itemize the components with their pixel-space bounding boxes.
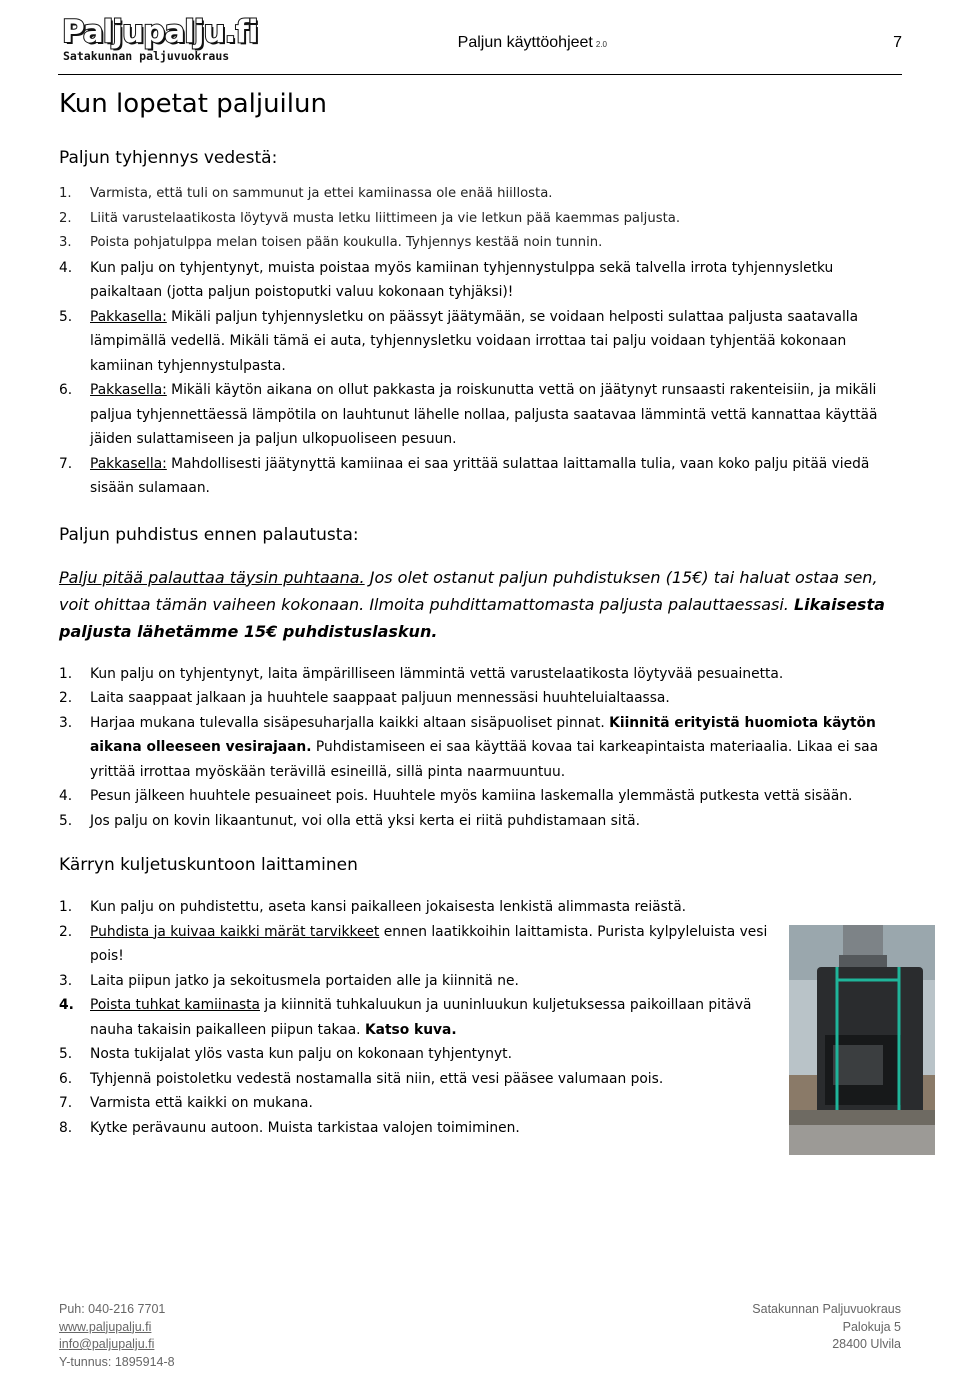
item-text: Jos palju on kovin likaantunut, voi olla että yksi kerta ei riitä puhdistamaan sitä. [90, 812, 640, 829]
page-header [58, 12, 902, 75]
item-number: 1. [59, 665, 73, 682]
item-text-cont: Puhdistamiseen ei saa käyttää kovaa tai karkeapintaista materiaalia. Likaa ei saa yrittää irrottaa myöskään terävillä esineillä, sillä pinta naarmuuntuu. [90, 739, 879, 780]
list-item [59, 378, 905, 452]
drain-steps-list [59, 182, 905, 256]
page-content [59, 88, 905, 1140]
item-number: 2. [59, 690, 73, 706]
item-text: Liitä varustelaatikosta löytyvä musta letku liittimeen ja vie letkun pää kaemmas paljusta. [90, 210, 681, 226]
item-number: 3. [59, 714, 73, 731]
item-text: Tyhjennä poistoletku vedestä nostamalla sitä niin, että vesi pääsee valumaan pois. [90, 1070, 664, 1087]
list-item [59, 1116, 905, 1141]
list-item [59, 1067, 905, 1092]
item-number: 5. [59, 1046, 73, 1062]
cleaning-intro [59, 564, 905, 645]
item-text: Laita piipun jatko ja sekoitusmela portaiden alle ja kiinnitä ne. [90, 972, 519, 989]
transport-steps-list [59, 895, 905, 1140]
item-text: ennen laatikkoihin laittamista. Purista kylpyleluista vesi pois! [90, 923, 768, 964]
cleaning-steps-list [59, 662, 905, 834]
document-title [458, 34, 607, 52]
footer-email-link[interactable]: info@paljupalju.fi [59, 1337, 155, 1351]
footer-business-id: Y-tunnus: 1895914-8 [59, 1354, 175, 1369]
footer-address [752, 1301, 901, 1354]
list-item [59, 969, 905, 994]
list-item [59, 1091, 905, 1116]
item-number: 1. [59, 899, 73, 915]
list-item [59, 993, 780, 1042]
item-label: Pakkasella: [90, 308, 167, 325]
item-number: 5. [59, 308, 73, 325]
section-heading-cleaning: Paljun puhdistus ennen palautusta: [59, 524, 359, 545]
section-heading-transport: Kärryn kuljetuskuntoon laittaminen [59, 855, 358, 875]
item-number: 3. [59, 235, 72, 250]
list-item [59, 207, 905, 232]
list-item [59, 686, 905, 711]
intro-text: Jos olet ostanut paljun puhdistuksen (15€) tai haluat ostaa sen, voit ohittaa tämän vaiheen kokonaan. Ilmoita puhdittamattomasta paljusta palauttaessasi. [59, 567, 878, 614]
item-bold: Kiinnitä erityistä huomiota käytön aikana olleeseen vesirajaan. [90, 714, 876, 755]
list-item [59, 711, 905, 785]
item-text: Kun palju on puhdistettu, aseta kansi paikalleen jokaisesta lenkistä alimmasta reiästä. [90, 899, 687, 915]
item-number: 4. [59, 259, 73, 276]
item-number: 7. [59, 1095, 73, 1111]
item-underlined: Puhdista ja kuivaa kaikki märät tarvikkeet [90, 923, 380, 940]
list-item [59, 1042, 905, 1067]
logo [62, 14, 258, 66]
list-item [59, 452, 905, 501]
item-number: 6. [59, 1070, 73, 1087]
version-label: 2.0 [595, 40, 607, 49]
stove-illustration [789, 925, 935, 1155]
item-number: 6. [59, 382, 73, 398]
item-number: 1. [59, 186, 72, 201]
item-text: Pesun jälkeen huuhtele pesuaineet pois. Huuhtele myös kamiina laskemalla ylemmästä putkesta vettä sisään. [90, 788, 853, 804]
logo-tagline: Satakunnan paljuvuokraus [63, 49, 230, 63]
intro-bold: Likaisesta paljusta lähetämme 15€ puhdistuslaskun. [59, 594, 885, 641]
item-text: Varmista, että tuli on sammunut ja ettei kamiinassa ole enää hiillosta. [90, 186, 553, 201]
item-text: ja kiinnitä tuhkaluukun ja uuninluukun kuljetuksessa paikoillaan pitävä nauha takaisin paikalleen piipun takaa. [90, 997, 752, 1038]
footer-company: Satakunnan Paljuvuokraus [752, 1302, 901, 1316]
item-underlined: Poista tuhkat kamiinasta [90, 997, 260, 1013]
document-title-text: Paljun käyttöohjeet [457, 34, 593, 51]
footer-street: Palokuja 5 [842, 1319, 901, 1334]
list-item [59, 895, 905, 920]
item-text: Varmista että kaikki on mukana. [90, 1095, 313, 1111]
item-number: 4. [59, 997, 74, 1013]
item-text: Harjaa mukana tulevalla sisäpesuharjalla kaikki altaan sisäpuoliset pinnat. [90, 714, 610, 731]
item-label: Pakkasella: [90, 382, 167, 398]
item-text: Laita saappaat jalkaan ja huuhtele saappaat paljuun mennessäsi huuhteluialtaassa. [90, 690, 670, 706]
item-number: 8. [59, 1119, 73, 1136]
item-number: 7. [59, 455, 73, 472]
item-text: Kytke perävaunu autoon. Muista tarkistaa valojen toimiminen. [90, 1119, 520, 1136]
main-title: Kun lopetat paljuilun [59, 89, 327, 119]
item-number: 2. [59, 923, 73, 940]
intro-underlined: Palju pitää palauttaa täysin puhtaana. [59, 567, 365, 587]
item-number: 5. [59, 812, 73, 829]
footer-city: 28400 Ulvila [832, 1337, 901, 1351]
list-item [59, 182, 905, 207]
list-item [59, 256, 905, 305]
item-number: 2. [59, 210, 72, 226]
item-text: Nosta tukijalat ylös vasta kun palju on kokonaan tyhjentynyt. [90, 1046, 512, 1062]
list-item [59, 662, 905, 687]
item-text: Kun palju on tyhjentynyt, muista poistaa myös kamiinan tyhjennystulppa sekä talvella irrota tyhjennysletku paikaltaan (jotta paljun poistoputki valuu kokonaan tyhjäksi)! [90, 259, 834, 300]
list-item [59, 784, 905, 809]
page-number: 7 [893, 34, 902, 51]
footer-contact [59, 1301, 175, 1371]
item-text: Kun palju on tyhjentynyt, laita ämpärilliseen lämmintä vettä varustelaatikosta löytyvää pesuainetta. [90, 665, 784, 682]
item-text: Poista pohjatulppa melan toisen pään koukulla. Tyhjennys kestää noin tunnin. [90, 235, 603, 250]
item-label: Pakkasella: [90, 455, 167, 472]
item-text: Mikäli paljun tyhjennysletku on päässyt jäätymään, se voidaan helposti sulattaa paljusta saatavalla lämpimällä vedellä. Mikäli tämä ei auta, tyhjennysletku voidaan irrottaa tai palju voidaan tyhjentää kokonaan kamiinan tyhjennystulpasta. [90, 308, 859, 374]
logo-wordmark: Paljupalju.fi [62, 14, 258, 50]
item-text: Mahdollisesti jäätynyttä kamiinaa ei saa yrittää sulattaa laittamalla tulia, vaan koko palju pitää viedä sisään sulamaan. [90, 455, 870, 496]
footer-website-link[interactable]: www.paljupalju.fi [59, 1319, 152, 1334]
list-item [59, 809, 905, 834]
footer-phone: Puh: 040-216 7701 [59, 1302, 166, 1316]
list-item [59, 920, 780, 969]
list-item [59, 231, 905, 256]
list-item [59, 305, 905, 379]
item-number: 3. [59, 972, 73, 989]
section-heading-drain: Paljun tyhjennys vedestä: [59, 148, 278, 168]
drain-steps-list-cont [59, 256, 905, 501]
stove-strap-photo [789, 925, 935, 1155]
item-text: Mikäli käytön aikana on ollut pakkasta ja roiskunutta vettä on jäätynyt runsaasti rakenteisiin, ja mikäli paljua tyhjennettäessä lämpötila on lauhtunut lähelle nollaa, paljusta saatavaa lämmintä vettä kannattaa käyttää jäiden sulattamiseen ja paljun ulkopuoliseen pesuun. [90, 382, 878, 447]
item-number: 4. [59, 788, 73, 804]
item-bold: Katso kuva. [364, 1021, 457, 1038]
